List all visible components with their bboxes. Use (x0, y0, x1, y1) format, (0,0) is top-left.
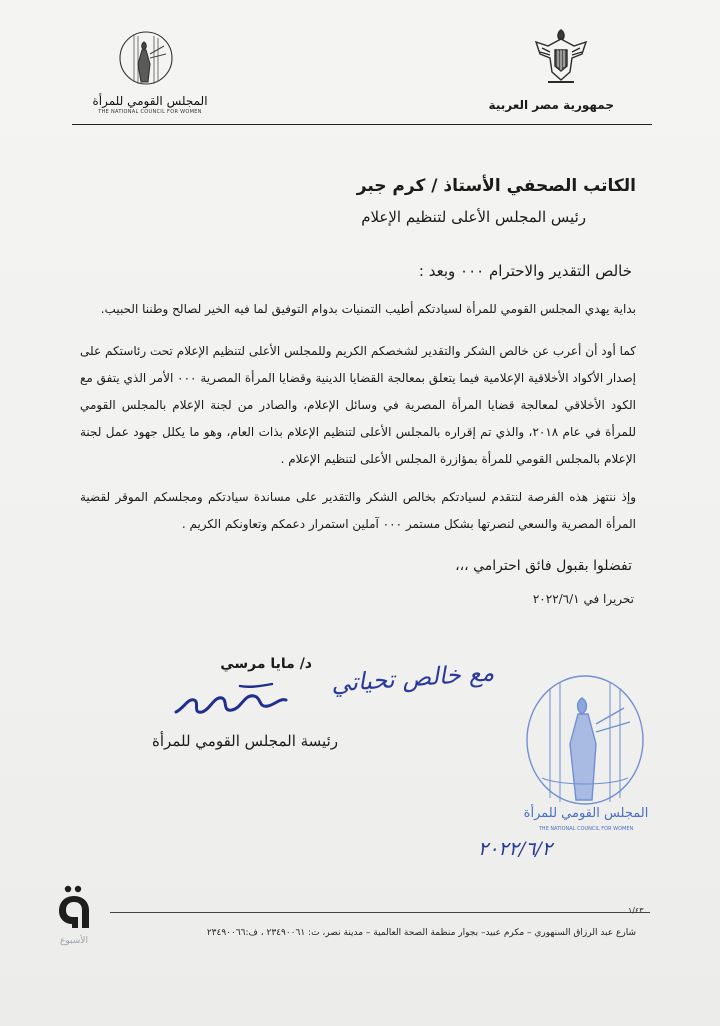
handwritten-note: مع خالص تحياتي (330, 658, 495, 698)
ncw-logo-icon (108, 24, 182, 90)
watermark-text: الأسبوع (60, 936, 88, 946)
recipient-name: الكاتب الصحفي الأستاذ / كرم جبر (356, 176, 636, 196)
footer-divider (110, 912, 650, 913)
egypt-eagle-emblem-icon (528, 24, 594, 90)
signer-name: د/ مايا مرسي (220, 656, 312, 672)
date-line: تحريرا في ٢٠٢٢/٦/١ (532, 592, 634, 606)
closing-line: تفضلوا بقبول فائق احترامي ،،، (455, 558, 632, 574)
footer-reference: ١/٤٣ (628, 906, 644, 915)
paragraph-1: بداية يهدي المجلس القومي للمرأة لسيادتكم أطيب التمنيات بدوام التوفيق لما فيه الخير لصالح وطننا الحبيب. (100, 302, 636, 316)
council-label: المجلس القومي للمرأة (92, 94, 208, 108)
country-label: جمهورية مصر العربية (488, 98, 614, 112)
paragraph-3: وإذ ننتهز هذه الفرصة لنتقدم لسيادتكم بخالص الشكر والتقدير على مساندة سيادتكم ومجلسكم الموقر لقضية المرأة المصرية والسعي لنصرتها بشكل مستمر ٠٠٠ آملين استمرار دعمكم وتعاونكم الكريم . (80, 490, 636, 531)
paragraph-2: كما أود أن أعرب عن خالص الشكر والتقدير لشخصكم الكريم وللمجلس الأعلى لتنظيم الإعلام تحت رئاستكم على إصدار الأكواد الأخلاقية الإعلامية فيما يتعلق بمعالجة القضايا الدينية وقضايا المرأة المصرية ٠٠٠ الأمر الذي يتفق مع الكود الأخلاقي لمعالجة قضايا المرأة المصرية في وسائل الإعلام، والصادر من لجنة الإعلام بالمجلس القومي للمرأة في عام ٢٠١٨، والذي تم إقراره بالمجلس الأعلى لتنظيم الإعلام بذات العام، وهو ما يكلل جهود عمل لجنة الإعلام بالمجلس القومي للمرأة بمؤازرة المجلس الأعلى لتنظيم الإعلام . (80, 344, 636, 466)
signer-title: رئيسة المجلس القومي للمرأة (152, 732, 338, 750)
stamp-label-en: THE NATIONAL COUNCIL FOR WOMEN (538, 826, 634, 832)
salutation: خالص التقدير والاحترام ٠٠٠ وبعد : (418, 262, 632, 280)
stamp-date: ٢٠٢٢/٦/٢ (478, 838, 553, 860)
handwritten-signature-icon (170, 678, 290, 722)
watermark-logo-icon (56, 884, 92, 928)
header-divider (72, 124, 652, 125)
footer-address: شارع عبد الرزاق السنهوري – مكرم عبيد– بجوار منظمة الصحة العالمية – مدينة نصر، ت: ٢٣٤٩٠٠٦١ ، ف:٢٣٤٩٠٠٦٦ (206, 928, 636, 938)
stamp-label: المجلس القومي للمرأة (523, 806, 649, 821)
council-label-en: THE NATIONAL COUNCIL FOR WOMEN (98, 109, 202, 115)
recipient-title: رئيس المجلس الأعلى لتنظيم الإعلام (361, 208, 586, 226)
